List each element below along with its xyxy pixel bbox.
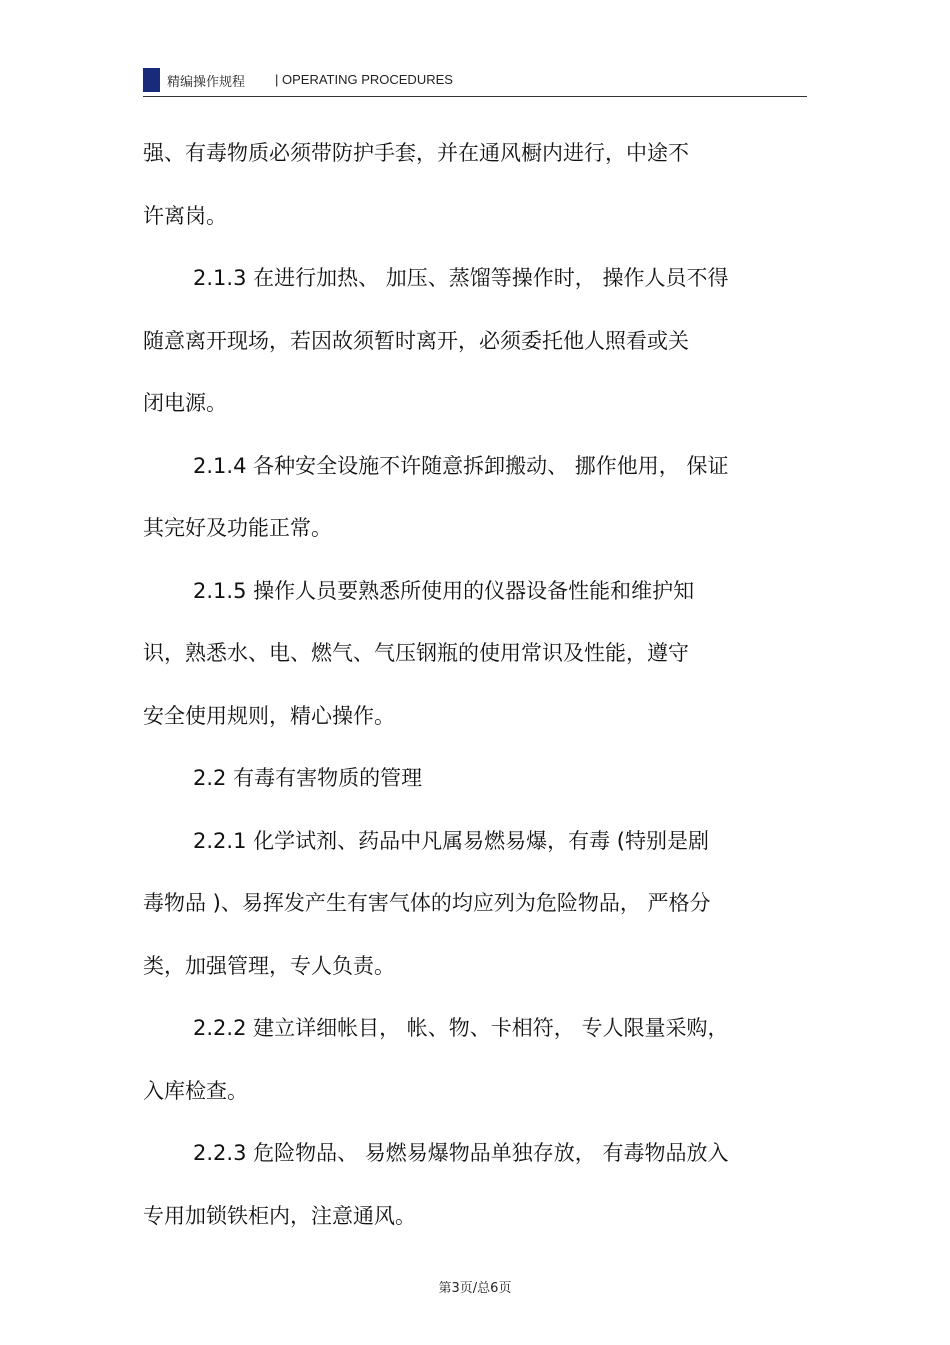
header-title-cn: 精编操作规程 [167,75,246,90]
text-line: 2.1.5 操作人员要熟悉所使用的仪器设备性能和维护知 [193,579,695,603]
header-title-en: | OPERATING PROCEDURES [275,72,453,87]
page-header [143,66,807,97]
text-line: 识，熟悉水、电、燃气、气压钢瓶的使用常识及性能，遵守 [143,641,689,665]
text-line: 2.2.2 建立详细帐目， 帐、物、卡相符， 专人限量采购， [193,1016,729,1040]
text-line: 毒物品 )、易挥发产生有害气体的均应列为危险物品， 严格分 [143,891,711,915]
text-line: 许离岗。 [143,204,227,228]
text-line: 其完好及功能正常。 [143,516,332,540]
section-heading: 2.2 有毒有害物质的管理 [193,766,423,790]
text-line: 2.1.3 在进行加热、 加压、蒸馏等操作时， 操作人员不得 [193,266,729,290]
text-line: 随意离开现场，若因故须暂时离开，必须委托他人照看或关 [143,329,689,353]
text-line: 入库检查。 [143,1079,248,1103]
logo-icon [143,68,160,92]
text-line: 2.1.4 各种安全设施不许随意拆卸搬动、 挪作他用， 保证 [193,454,729,478]
text-line: 闭电源。 [143,391,227,415]
text-line: 2.2.3 危险物品、 易燃易爆物品单独存放， 有毒物品放入 [193,1141,729,1165]
text-line: 强、有毒物质必须带防护手套，并在通风橱内进行，中途不 [143,141,689,165]
page-number: 第3页/总6页 [438,1281,512,1296]
text-line: 类，加强管理，专人负责。 [143,954,395,978]
text-line: 专用加锁铁柜内，注意通风。 [143,1204,416,1228]
text-line: 2.2.1 化学试剂、药品中凡属易燃易爆，有毒 (特别是剧 [193,829,709,853]
text-line: 安全使用规则，精心操作。 [143,704,395,728]
